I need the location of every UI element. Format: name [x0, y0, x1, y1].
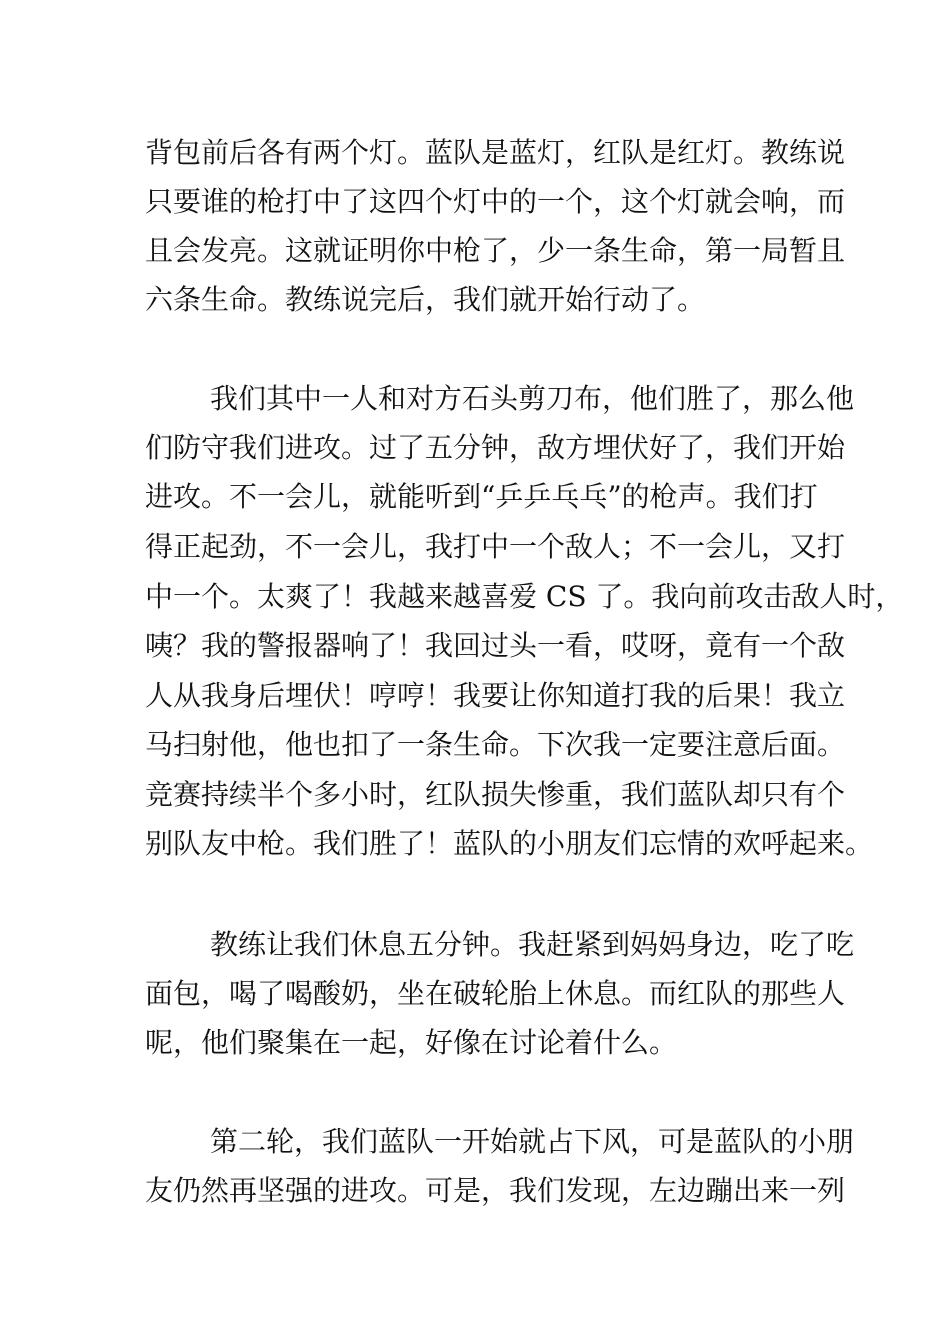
paragraph-line: 友仍然再坚强的进攻。可是，我们发现，左边蹦出来一列	[145, 1174, 846, 1207]
paragraph-line: 第二轮，我们蓝队一开始就占下风，可是蓝队的小朋	[210, 1125, 855, 1158]
paragraph-line: 中一个。太爽了！我越来越喜爱 CS 了。我向前攻击敌人时，	[145, 580, 904, 613]
paragraph-line: 六条生命。教练说完后，我们就开始行动了。	[145, 283, 706, 316]
paragraph-line: 进攻。不一会儿，就能听到“乒乒乓乓”的枪声。我们打	[145, 480, 818, 513]
paragraph-line: 我们其中一人和对方石头剪刀布，他们胜了，那么他	[210, 382, 855, 415]
paragraph-line: 竞赛持续半个多小时，红队损失惨重，我们蓝队却只有个	[145, 778, 846, 811]
paragraph-line: 咦？我的警报器响了！我回过头一看，哎呀，竟有一个敌	[145, 629, 846, 662]
paragraph-line: 教练让我们休息五分钟。我赶紧到妈妈身边，吃了吃	[210, 928, 855, 961]
paragraph-line: 马扫射他，他也扣了一条生命。下次我一定要注意后面。	[145, 728, 846, 761]
paragraph-line: 别队友中枪。我们胜了！蓝队的小朋友们忘情的欢呼起来。	[145, 827, 874, 860]
paragraph-line: 面包，喝了喝酸奶，坐在破轮胎上休息。而红队的那些人	[145, 977, 846, 1010]
paragraph-line: 且会发亮。这就证明你中枪了，少一条生命，第一局暂且	[145, 234, 846, 267]
paragraph-line: 背包前后各有两个灯。蓝队是蓝灯，红队是红灯。教练说	[145, 136, 846, 169]
paragraph-line: 得正起劲，不一会儿，我打中一个敌人；不一会儿，又打	[145, 530, 846, 563]
paragraph-line: 呢，他们聚集在一起，好像在讨论着什么。	[145, 1026, 678, 1059]
paragraph-line: 们防守我们进攻。过了五分钟，敌方埋伏好了，我们开始	[145, 431, 846, 464]
paragraph-line: 人从我身后埋伏！哼哼！我要让你知道打我的后果！我立	[145, 679, 846, 712]
paragraph-line: 只要谁的枪打中了这四个灯中的一个，这个灯就会响，而	[145, 185, 846, 218]
